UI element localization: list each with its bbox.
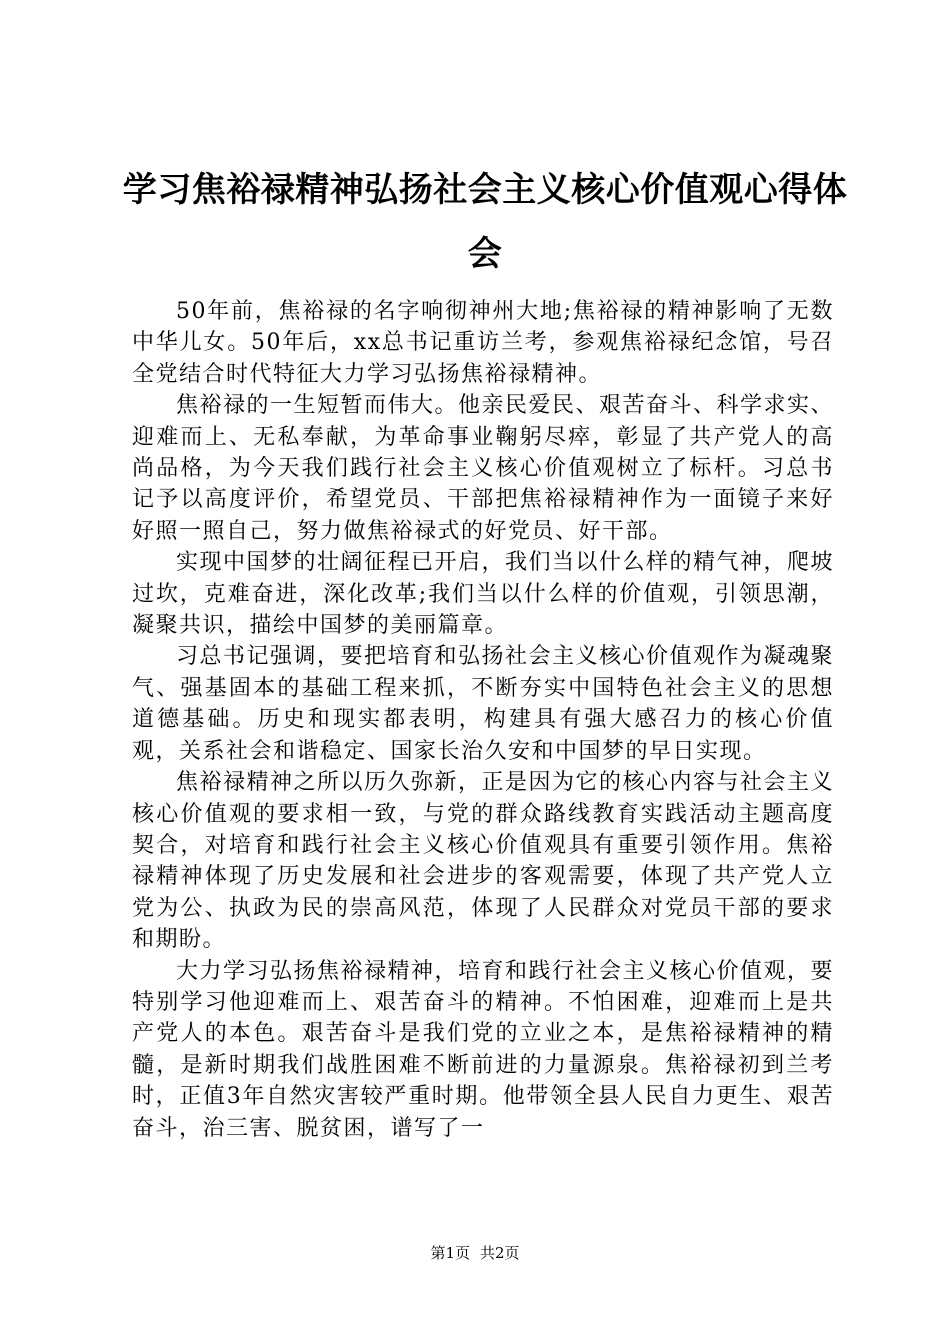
page-number-total: 共2页 — [480, 1244, 520, 1262]
document-title: 学习焦裕禄精神弘扬社会主义核心价值观心得体会 — [122, 170, 848, 274]
paragraph: 焦裕禄的一生短暂而伟大。他亲民爱民、艰苦奋斗、科学求实、迎难而上、无私奉献，为革命事业鞠躬尽瘁，彰显了共产党人的高尚品格，为今天我们践行社会主义核心价值观树立了标杆。习总书记予以高度评价，希望党员、干部把焦裕禄精神作为一面镜子来好好照一照自己，努力做焦裕禄式的好党员、好干部。 — [132, 393, 835, 544]
page-footer — [0, 1243, 950, 1263]
paragraph: 焦裕禄精神之所以历久弥新，正是因为它的核心内容与社会主义核心价值观的要求相一致，与党的群众路线教育实践活动主题高度契合，对培育和践行社会主义核心价值观具有重要引领作用。焦裕禄精神体现了历史发展和社会进步的客观需要，体现了共产党人立党为公、执政为民的崇高风范，体现了人民群众对党员干部的要求和期盼。 — [132, 770, 835, 953]
paragraph: 50年前，焦裕禄的名字响彻神州大地;焦裕禄的精神影响了无数中华儿女。50年后，xx总书记重访兰考，参观焦裕禄纪念馆，号召全党结合时代特征大力学习弘扬焦裕禄精神。 — [132, 299, 834, 387]
paragraph: 实现中国梦的壮阔征程已开启，我们当以什么样的精气神，爬坡过坎，克难奋进，深化改革;我们当以什么样的价值观，引领思潮，凝聚共识，描绘中国梦的美丽篇章。 — [132, 550, 835, 639]
document-body — [132, 296, 834, 1144]
page-number-current: 第1页 — [430, 1244, 470, 1262]
paragraph: 习总书记强调，要把培育和弘扬社会主义核心价值观作为凝魂聚气、强基固本的基础工程来抓，不断夯实中国特色社会主义的思想道德基础。历史和现实都表明，构建具有强大感召力的核心价值观，关系社会和谐稳定、国家长治久安和中国梦的早日实现。 — [132, 644, 835, 764]
paragraph: 大力学习弘扬焦裕禄精神，培育和践行社会主义核心价值观，要特别学习他迎难而上、艰苦奋斗的精神。不怕困难，迎难而上是共产党人的本色。艰苦奋斗是我们党的立业之本，是焦裕禄精神的精髓，是新时期我们战胜困难不断前进的力量源泉。焦裕禄初到兰考时，正值3年自然灾害较严重时期。他带领全县人民自力更生、艰苦奋斗，治三害、脱贫困，谱写了一 — [132, 958, 835, 1141]
